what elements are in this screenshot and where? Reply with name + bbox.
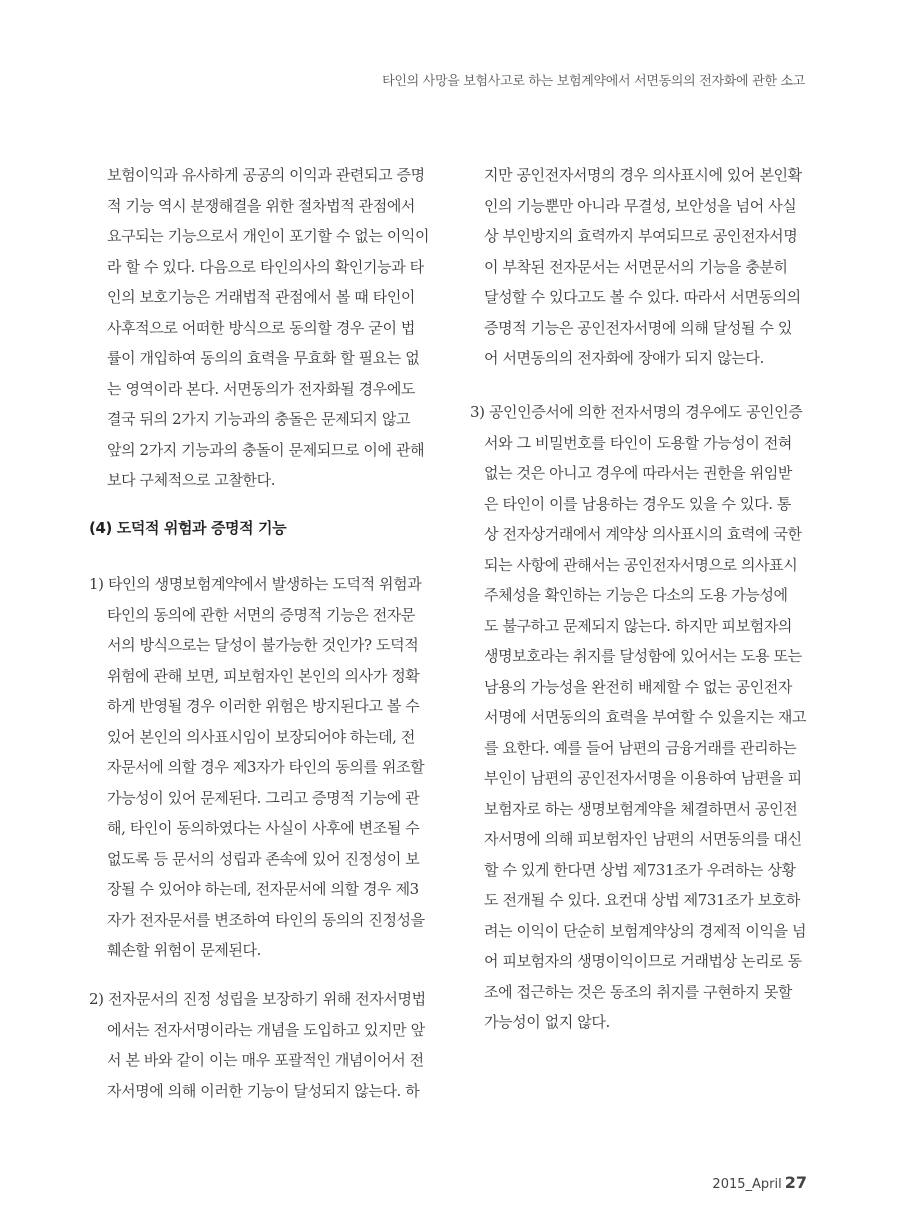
text-line: 자가 전자문서를 변조하여 타인의 동의의 진정성을 (107, 910, 425, 929)
text-line: 도 불구하고 문제되지 않는다. 하지만 피보험자의 (484, 616, 793, 635)
text-line: 훼손할 위험이 문제된다. (107, 941, 262, 959)
text-line: 이 부착된 전자문서는 서면문서의 기능을 충분히 (484, 257, 788, 276)
text-line: 서의 방식으로는 달성이 불가능한 것인가? 도덕적 (107, 636, 419, 654)
issue-label: 2015_April (712, 1177, 782, 1192)
text-line: 있어 본인의 의사표시임이 보장되어야 하는데, 전 (107, 727, 416, 746)
text-line: 요구되는 기능으로서 개인이 포기할 수 없는 이익이 (107, 227, 430, 245)
text-line: 달성할 수 있다고도 볼 수 있다. 따라서 서면동의의 (484, 288, 801, 306)
text-line: 어 피보험자의 생명이익이므로 거래법상 논리로 동 (484, 952, 802, 970)
text-line: 적 기능 역시 분쟁해결을 위한 절차법적 관점에서 (107, 196, 416, 215)
text-line: 3) 공인인증서에 의한 전자서명의 경우에도 공인인증 (470, 403, 803, 421)
text-line: 률이 개입하여 동의의 효력을 무효화 할 필요는 없 (107, 349, 420, 367)
text-line: 를 요한다. 예를 들어 남편의 금융거래를 관리하는 (484, 738, 797, 757)
text-line: 상 전자상거래에서 계약상 의사표시의 효력에 국한 (484, 525, 802, 543)
text-line: 에서는 전자서명이라는 개념을 도입하고 있지만 앞 (107, 1020, 425, 1039)
text-line: 하게 반영될 경우 이러한 위험은 방지된다고 볼 수 (107, 697, 420, 715)
page-footer (712, 1173, 807, 1192)
text-line: 지만 공인전자서명의 경우 의사표시에 있어 본인확 (484, 166, 802, 184)
text-line: 가능성이 없지 않다. (484, 1013, 610, 1031)
text-line: 보다 구체적으로 고찰한다. (107, 471, 276, 489)
running-head: 타인의 사망을 보험사고로 하는 보험계약에서 서면동의의 전자화에 관한 소고 (382, 74, 805, 89)
text-line: 없는 것은 아니고 경우에 따라서는 권한을 위임받 (484, 464, 793, 482)
text-line: 1) 타인의 생명보험계약에서 발생하는 도덕적 위험과 (89, 575, 422, 593)
text-line: 자문서에 의할 경우 제3자가 타인의 동의를 위조할 (107, 758, 425, 776)
text-line: 서와 그 비밀번호를 타인이 도용할 가능성이 전혀 (484, 433, 793, 452)
section-heading: (4) 도덕적 위험과 증명적 기능 (89, 519, 287, 537)
text-line: 해, 타인이 동의하였다는 사실이 사후에 변조될 수 (107, 819, 420, 837)
text-line: 증명적 기능은 공인전자서명에 의해 달성될 수 있 (484, 318, 793, 337)
text-line: 인의 보호기능은 거래법적 관점에서 볼 때 타인이 (107, 288, 416, 306)
text-line: 인의 기능뿐만 아니라 무결성, 보안성을 넘어 사실 (484, 196, 797, 215)
text-line: 가능성이 있어 문제된다. 그리고 증명적 기능에 관 (107, 788, 420, 807)
text-line: 자서명에 의해 피보험자인 남편의 서면동의를 대신 (484, 830, 802, 848)
text-line: 앞의 2가지 기능과의 충돌이 문제되므로 이에 관해 (107, 440, 425, 459)
text-line: 도 전개될 수 있다. 요컨대 상법 제731조가 보호하 (484, 891, 800, 909)
text-line: 어 서면동의의 전자화에 장애가 되지 않는다. (484, 349, 764, 367)
text-line: 는 영역이라 본다. 서면동의가 전자화될 경우에도 (107, 379, 416, 398)
text-line: 라 할 수 있다. 다음으로 타인의사의 확인기능과 타 (107, 257, 424, 276)
text-line: 사후적으로 어떠한 방식으로 동의할 경우 굳이 법 (107, 318, 416, 337)
text-line: 타인의 동의에 관한 서면의 증명적 기능은 전자문 (107, 605, 416, 624)
text-line: 은 타인이 이를 남용하는 경우도 있을 수 있다. 통 (484, 494, 792, 513)
text-line: 상 부인방지의 효력까지 부여되므로 공인전자서명 (484, 227, 798, 245)
text-line: 조에 접근하는 것은 동조의 취지를 구현하지 못할 (484, 982, 793, 1001)
text-line: 할 수 있게 한다면 상법 제731조가 우려하는 상황 (484, 860, 796, 879)
text-line: 려는 이익이 단순히 보험계약상의 경제적 이익을 넘 (484, 921, 807, 940)
text-line: 서 본 바와 같이 이는 매우 포괄적인 개념이어서 전 (107, 1051, 424, 1069)
text-line: 보험자로 하는 생명보험계약을 체결하면서 공인전 (484, 799, 798, 818)
text-line: 장될 수 있어야 하는데, 전자문서에 의할 경우 제3 (107, 880, 419, 898)
text-line: 서명에 서면동의의 효력을 부여할 수 있을지는 재고 (484, 708, 807, 726)
text-line: 위험에 관해 보면, 피보험자인 본인의 의사가 정확 (107, 666, 420, 685)
text-line: 보험이익과 유사하게 공공의 이익과 관련되고 증명 (107, 166, 425, 184)
text-line: 2) 전자문서의 진정 성립을 보장하기 위해 전자서명법 (89, 990, 426, 1008)
text-line: 결국 뒤의 2가지 기능과의 충돌은 문제되지 않고 (107, 410, 411, 428)
text-line: 자서명에 의해 이러한 기능이 달성되지 않는다. 하 (107, 1081, 420, 1100)
text-line: 남용의 가능성을 완전히 배제할 수 없는 공인전자 (484, 677, 793, 696)
text-line: 주체성을 확인하는 기능은 다소의 도용 가능성에 (484, 586, 788, 604)
text-line: 부인이 남편의 공인전자서명을 이용하여 남편을 피 (484, 769, 802, 787)
text-line: 없도록 등 문서의 성립과 존속에 있어 진정성이 보 (107, 849, 420, 868)
page-number: 27 (784, 1173, 807, 1192)
text-line: 생명보호라는 취지를 달성함에 있어서는 도용 또는 (484, 647, 802, 665)
text-line: 되는 사항에 관해서는 공인전자서명으로 의사표시 (484, 555, 798, 574)
